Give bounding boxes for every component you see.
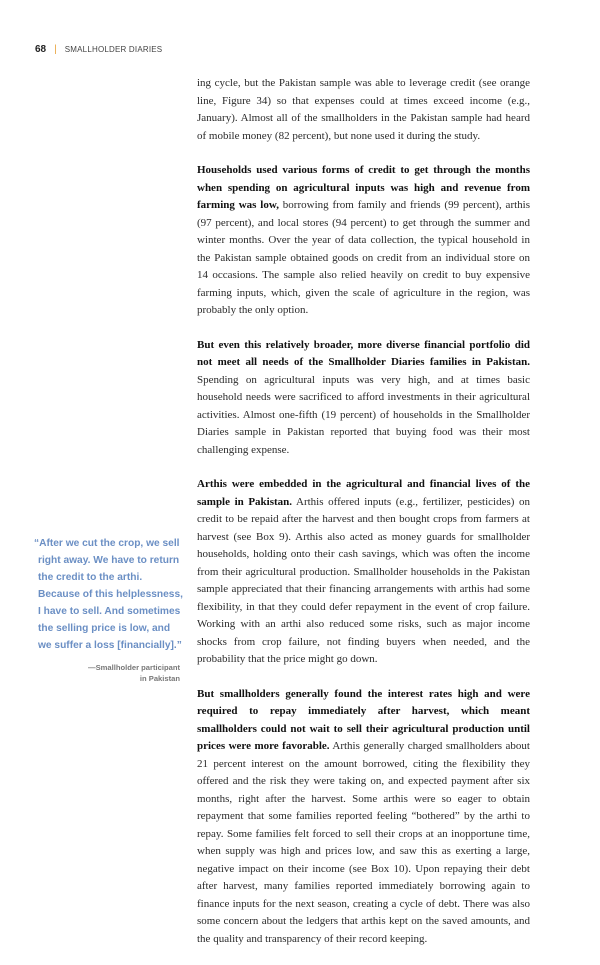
pull-quote-text: “After we cut the crop, we sell right away. We have to return the credit to the arthi. Because of this helplessness, I have to sell. And sometimes the selling price is low, and we suffer a loss [financially].” (34, 538, 183, 651)
paragraph-lead: But even this relatively broader, more diverse financial portfolio did not meet all needs of the Smallholder Diaries families in Pakistan. (197, 338, 530, 368)
paragraph-lead: Households used various forms of credit to get through the months when spending on agricultural inputs was high and revenue from farming was low, (197, 164, 530, 211)
pull-quote-attribution (34, 662, 184, 684)
paragraph-lead: But smallholders generally found the interest rates high and were required to repay immediately after harvest, which meant smallholders could not wait to sell their agricultural production until prices were more favorable. (197, 687, 530, 752)
paragraph (197, 75, 530, 145)
header-separator: | (54, 44, 57, 55)
running-title: SMALLHOLDER DIARIES (64, 45, 163, 54)
paragraph (197, 337, 530, 460)
paragraph-text: ing cycle, but the Pakistan sample was able to leverage credit (see orange line, Figure 34) so that expenses could at times exceed income (e.g., January). Almost all of the smallholders in the Pakistan sample had heard of mobile money (82 percent), but none used it during the study. (197, 77, 530, 142)
paragraph (197, 476, 530, 669)
paragraph-text: Arthis offered inputs (e.g., fertilizer, pesticides) on credit to be repaid after the harvest and then bought crops from farmers at harvest (see Box 9). Arthis also acted as money guards for smallholder households, holding onto their cash savings, which was often the income from their agricultural production. Smallholder households in the Pakistan sample appreciated that their financing arrangements with arthis had some flexibility, in that they could defer repayment in the event of crop failure. Working with an arthi also reduced some risks, such as major income shocks from crop failure, not finding buyers when needed, and the probability that the price might go down. (197, 495, 530, 665)
paragraph-lead: Arthis were embedded in the agricultural and financial lives of the sample in Pakistan. (197, 478, 530, 508)
paragraph-text: borrowing from family and friends (99 percent), arthis (97 percent), and local stores (94 percent) to get through the summer and winter months. Over the year of data collection, the typical household in the Pakistan sample obtained goods on credit from an individual store on 14 occasions. The sample also relied heavily on credit to buy expensive farming inputs, which, given the scale of agriculture in the region, was probably the only option. (197, 199, 530, 316)
paragraph (197, 686, 530, 949)
page-number: 68 (35, 44, 47, 55)
paragraph-text: Spending on agricultural inputs was very high, and at times basic household needs were sacrificed to afford investments in their agricultural activities. Almost one-fifth (19 percent) of households in the Smallholder Diaries sample in Pakistan reported that buying food was their most challenging expense. (197, 373, 530, 456)
paragraph-text: Arthis generally charged smallholders about 21 percent interest on the amount borrowed, citing the flexibility they offered and the risk they were taking on, and expected payment after six months, right after the harvest. Some arthis were so eager to obtain repayment that some families reported feeling “bothered” by the arthi to repay. Some families felt forced to sell their crops at an inopportune time, when supply was high and prices low, and saw this as exerting a large, negative impact on their income (see Box 10). Upon repaying their debt after harvest, many families reported immediately borrowing again to finance inputs for the next season, creating a cycle of debt. There was also some concern about the ledgers that arthis kept on the saved amounts, and the quality and transparency of their record keeping. (197, 740, 530, 945)
body-text (197, 75, 530, 965)
pull-quote (34, 535, 184, 684)
paragraph (197, 162, 530, 320)
attribution-line: in Pakistan (139, 674, 180, 683)
attribution-line: —Smallholder participant (88, 663, 180, 672)
running-header (35, 44, 162, 55)
